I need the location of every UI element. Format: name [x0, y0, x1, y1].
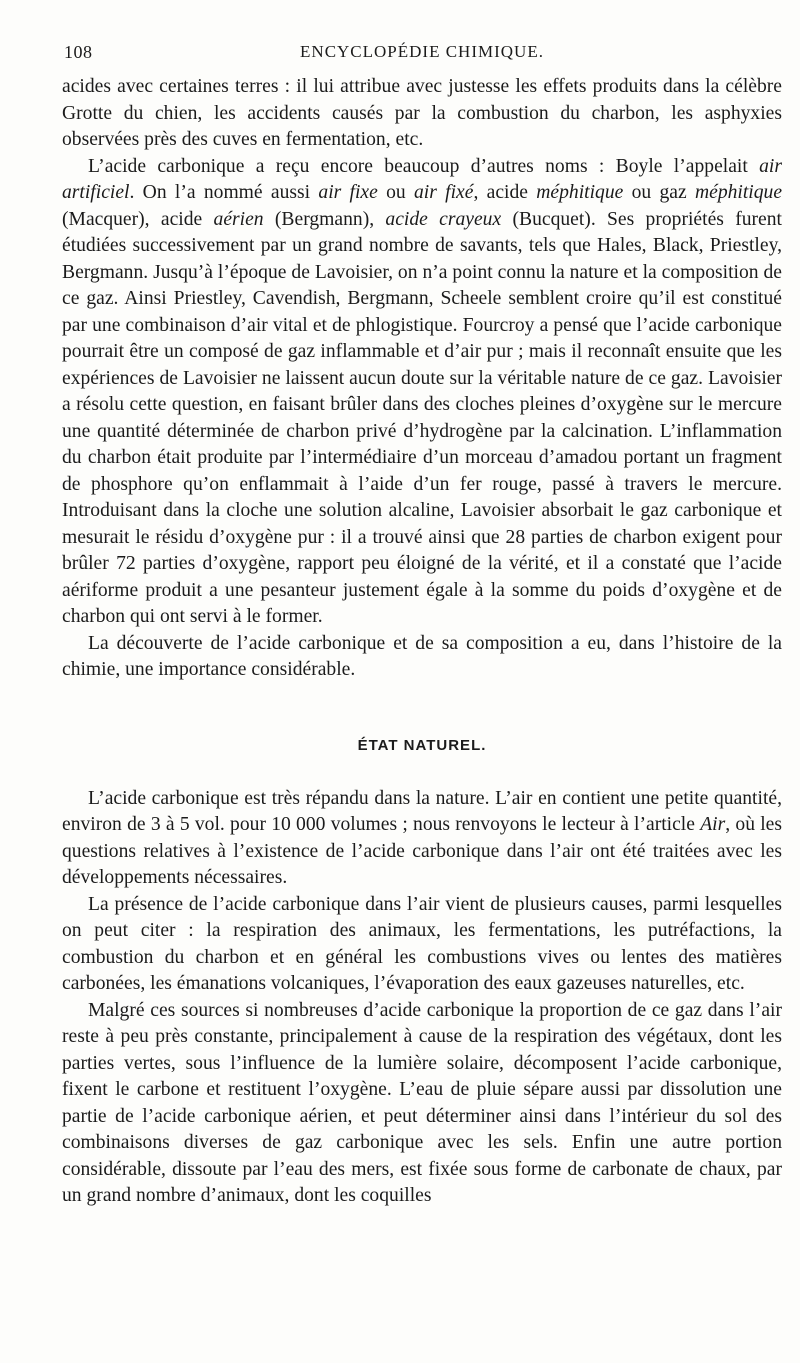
text-run: ou	[377, 182, 414, 203]
italic-term: Air	[700, 814, 726, 835]
italic-term: acide crayeux	[385, 208, 502, 230]
text-run: (Bucquet). Ses propriétés furent étudiées successivement par un grand nombre de savants, tels que Hales, Black, Priestley, Bergmann. Jusqu’à l’époque de Lavoisier, on n’a point connu la nature et la composition de ce gaz. Ainsi Priestley, Cavendish, Bergmann, Scheele semblent croire qu’il est constitué par une combinaison d’air vital et de phlogistique. Fourcroy a pensé que l’acide carbonique pourrait être un composé de gaz inflammable et d’air pur ; mais il reconnaît ensuite que les expériences de Lavoisier ne laissent aucun doute sur la véritable nature de ce gaz. Lavoisier a résolu cette question, en faisant brûler dans des cloches pleines d’oxygène sur le mercure une quantité déterminée de charbon privé d’hydrogène par la calcination. L’inflammation du charbon était produite par l’intermédiaire d’un morceau d’amadou portant un fragment de phosphore qu’on enflammait à l’aide d’un fer rouge, passé à travers le mercure. Introduisant dans la cloche une solution alcaline, Lavoisier absorbait le gaz carbonique et mesurait le résidu d’oxygène pur : il a trouvé ainsi que 28 parties de charbon exigent pour brûler 72 parties d’oxygène, rapport peu éloigné de la vérité, et il a constaté que l’acide aériforme produit a une pesanteur justement égale à la somme du poids d’oxygène et de charbon qui ont servi à le former.	[62, 208, 782, 627]
paragraph-continuation: acides avec certaines terres : il lui attribue avec justesse les effets produits dans la célèbre Grotte du chien, les accidents causés par la combustion du charbon, les asphyxies observées près des cuves en fermentation, etc.	[62, 76, 782, 150]
text-run: L’acide carbonique est très répandu dans la nature. L’air en contient une petite quantité, environ de 3 à 5 vol. pour 10 000 volumes ; nous renvoyons le lecteur à l’article	[62, 787, 782, 835]
text-run: , où les questions relatives à l’existence de l’acide carbonique dans l’air ont été traitées avec les développements nécessaires.	[62, 814, 783, 888]
italic-term: air fixe	[318, 182, 378, 203]
text-run: (Macquer), acide	[62, 208, 214, 230]
paragraph-natural-state	[62, 786, 782, 892]
paragraph-sources: Malgré ces sources si nombreuses d’acide carbonique la proportion de ce gaz dans l’air reste à peu près constante, principalement à cause de la respiration des végétaux, dont les parties vertes, sous l’influence de la lumière solaire, décomposent l’acide carbonique, fixent le carbone et restituent l’oxygène. L’eau de pluie sépare aussi par dissolution une partie de l’acide carbonique aérien, et peut déterminer ainsi dans l’intérieur du sol des combinaisons diverses de gaz carbonique avec les sels. Enfin une autre portion considérable, dissoute par l’eau des mers, est fixée sous forme de carbonate de chaux, par un grand nombre d’animaux, dont les coquilles	[62, 999, 782, 1206]
text-run: L’acide carbonique a reçu encore beaucoup d’autres noms : Boyle l’appelait	[88, 155, 760, 177]
text-run: (Bergmann),	[263, 208, 386, 230]
section-heading: ÉTAT NATUREL.	[357, 736, 487, 754]
running-title: ENCYCLOPÉDIE CHIMIQUE.	[300, 42, 544, 61]
italic-term: air artificiel	[62, 155, 782, 203]
italic-term: aérien	[213, 208, 264, 230]
text-run: , acide	[473, 182, 537, 203]
body-text	[62, 74, 782, 1210]
text-run: ou gaz	[623, 182, 695, 203]
paragraph-carbonic-acid-names	[62, 154, 782, 631]
text-run: . On l’a nommé aussi	[129, 182, 319, 203]
italic-term: air fixé	[414, 182, 474, 203]
paragraph-discovery: La découverte de l’acide carbonique et de sa composition a eu, dans l’histoire de la chimie, une importance considérable.	[62, 632, 782, 680]
page-number: 108	[64, 42, 93, 62]
italic-term: méphitique	[536, 182, 624, 203]
italic-term: méphitique	[694, 182, 783, 203]
running-head	[64, 42, 780, 68]
paragraph-causes: La présence de l’acide carbonique dans l’air vient de plusieurs causes, parmi lesquelles on peut citer : la respiration des animaux, les fermentations, les putréfactions, la combustion du charbon et en général les combustions vives ou lentes des matières carbonées, les émanations volcaniques, l’évaporation des eaux gazeuses naturelles, etc.	[62, 893, 782, 994]
